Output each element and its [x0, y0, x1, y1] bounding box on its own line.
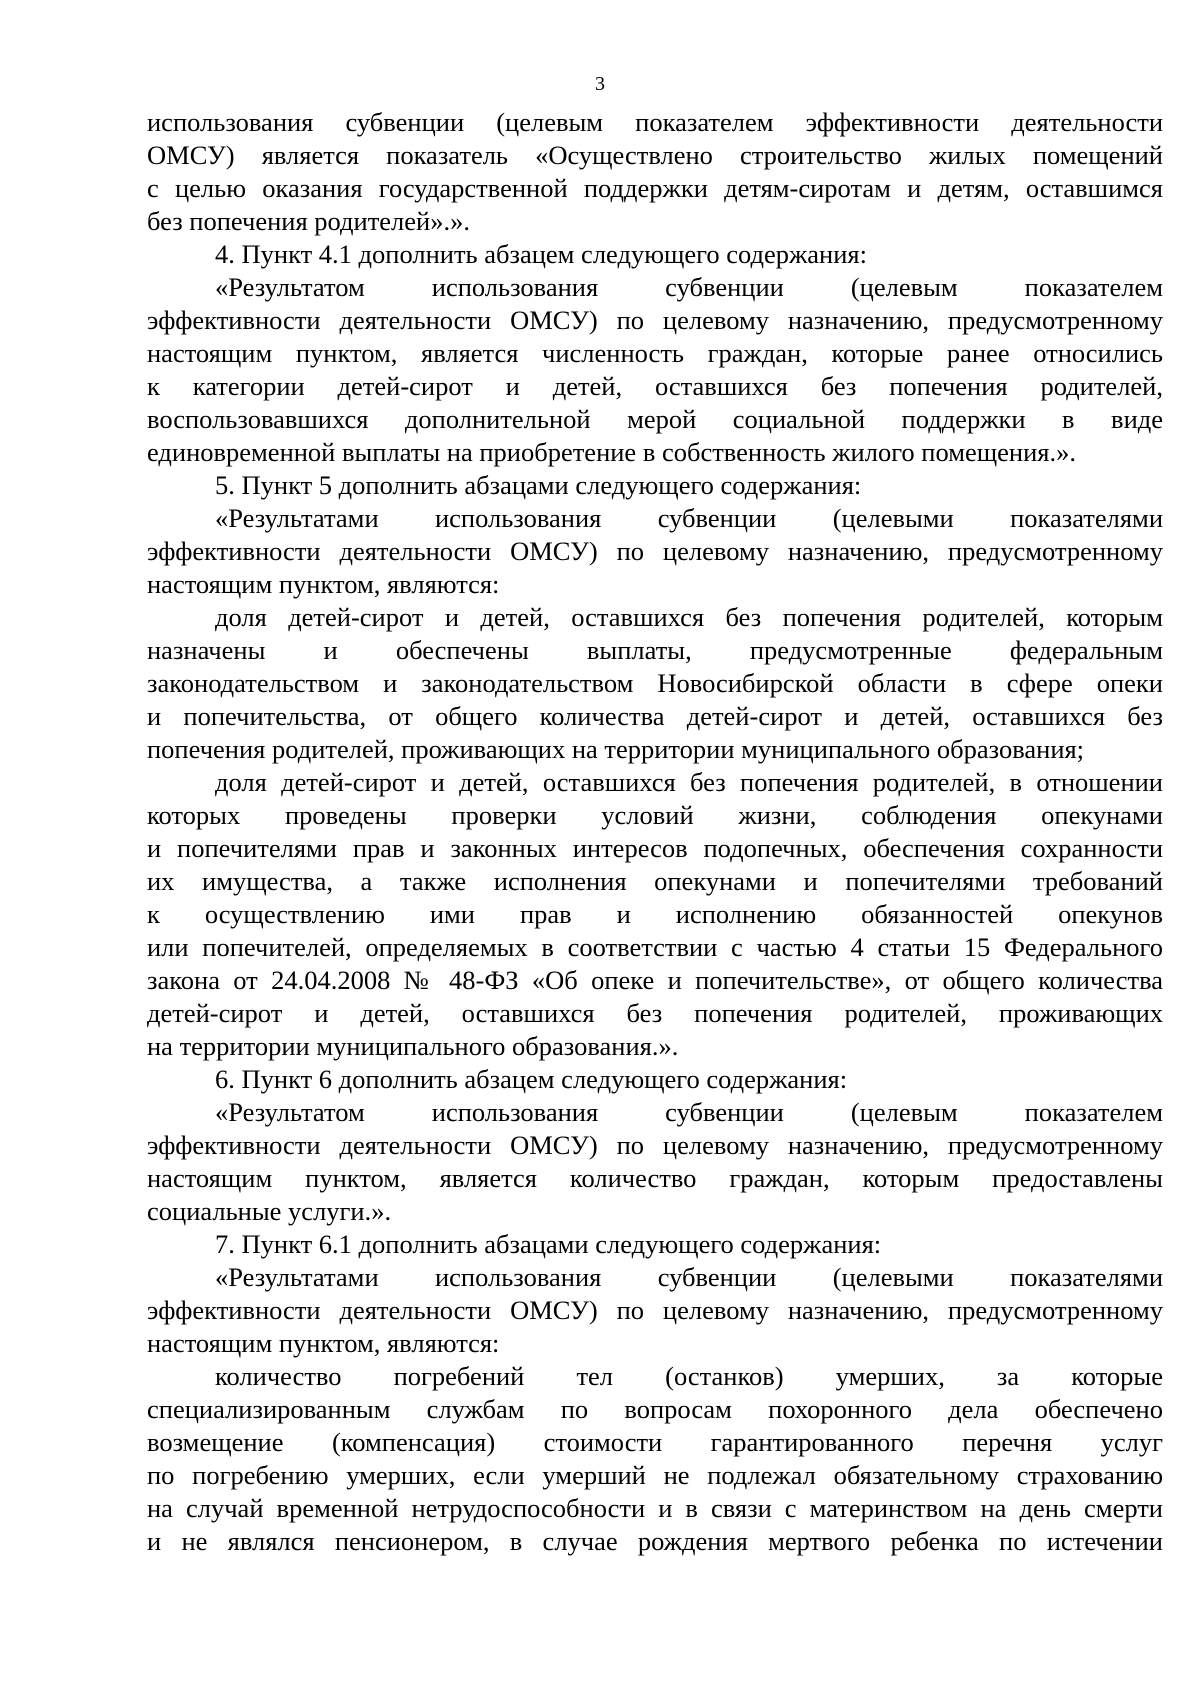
paragraph-first-line: 4. Пункт 4.1 дополнить абзацем следующего содержания: [215, 239, 867, 269]
text-line: на территории муниципального образования.». [147, 1031, 679, 1061]
paragraph-first-line: «Результатом использования субвенции (целевым показателем [215, 272, 1163, 302]
text-line: к осуществлению ими прав и исполнению обязанностей опекунов [147, 899, 1163, 929]
text-line: социальные услуги.». [147, 1196, 392, 1226]
text-line: специализированным службам по вопросам похоронного дела обеспечено [147, 1394, 1163, 1424]
text-line: закона от 24.04.2008 № 48-ФЗ «Об опеке и попечительстве», от общего количества [147, 965, 1163, 995]
text-line: настоящим пунктом, являются: [147, 569, 500, 599]
text-line: на случай временной нетрудоспособности и в связи с материнством на день смерти [147, 1493, 1163, 1523]
text-line: назначены и обеспечены выплаты, предусмотренные федеральным [147, 635, 1163, 665]
text-line: детей-сирот и детей, оставшихся без попечения родителей, проживающих [147, 998, 1163, 1028]
text-line: которых проведены проверки условий жизни, соблюдения опекунами [147, 800, 1163, 830]
paragraph-first-line: «Результатами использования субвенции (целевыми показателями [215, 1262, 1163, 1292]
paragraph-first-line: 6. Пункт 6 дополнить абзацем следующего содержания: [215, 1064, 848, 1094]
text-line: попечения родителей, проживающих на территории муниципального образования; [147, 734, 1085, 764]
text-line: эффективности деятельности ОМСУ) по целевому назначению, предусмотренному [147, 305, 1163, 335]
paragraph-first-line: доля детей-сирот и детей, оставшихся без попечения родителей, которым [215, 602, 1163, 632]
text-line: по погребению умерших, если умерший не подлежал обязательному страхованию [147, 1460, 1163, 1490]
text-line: или попечителей, определяемых в соответствии с частью 4 статьи 15 Федерального [147, 932, 1163, 962]
paragraph-first-line: «Результатами использования субвенции (целевыми показателями [215, 503, 1163, 533]
text-line: без попечения родителей».». [147, 206, 470, 236]
paragraph-first-line: доля детей-сирот и детей, оставшихся без попечения родителей, в отношении [215, 767, 1163, 797]
text-line: ОМСУ) является показатель «Осуществлено строительство жилых помещений [147, 140, 1163, 170]
text-line: к категории детей-сирот и детей, оставшихся без попечения родителей, [147, 371, 1163, 401]
text-line: эффективности деятельности ОМСУ) по целевому назначению, предусмотренному [147, 1130, 1163, 1160]
paragraph-first-line: 5. Пункт 5 дополнить абзацами следующего содержания: [215, 470, 862, 500]
text-line: и попечительства, от общего количества детей-сирот и детей, оставшихся без [147, 701, 1163, 731]
text-line: законодательством и законодательством Новосибирской области в сфере опеки [147, 668, 1163, 698]
paragraph-first-line: «Результатом использования субвенции (целевым показателем [215, 1097, 1163, 1127]
text-line: настоящим пунктом, является численность граждан, которые ранее относились [147, 338, 1163, 368]
document-body [147, 106, 1163, 1558]
text-line: их имущества, а также исполнения опекунами и попечителями требований [147, 866, 1163, 896]
text-line: эффективности деятельности ОМСУ) по целевому назначению, предусмотренному [147, 1295, 1163, 1325]
page-number: 3 [595, 73, 605, 95]
text-line: с целью оказания государственной поддержки детям-сиротам и детям, оставшимся [147, 173, 1163, 203]
text-line: настоящим пунктом, являются: [147, 1328, 500, 1358]
text-line: воспользовавшихся дополнительной мерой социальной поддержки в виде [147, 404, 1163, 434]
text-line: и попечителями прав и законных интересов подопечных, обеспечения сохранности [147, 833, 1163, 863]
text-line: единовременной выплаты на приобретение в собственность жилого помещения.». [147, 437, 1076, 467]
text-line: и не являлся пенсионером, в случае рождения мертвого ребенка по истечении [147, 1526, 1163, 1556]
text-line: использования субвенции (целевым показателем эффективности деятельности [147, 107, 1163, 137]
text-line: эффективности деятельности ОМСУ) по целевому назначению, предусмотренному [147, 536, 1163, 566]
paragraph-first-line: количество погребений тел (останков) умерших, за которые [215, 1361, 1163, 1391]
text-line: возмещение (компенсация) стоимости гарантированного перечня услуг [147, 1427, 1163, 1457]
paragraph-first-line: 7. Пункт 6.1 дополнить абзацами следующего содержания: [215, 1229, 882, 1259]
text-line: настоящим пунктом, является количество граждан, которым предоставлены [147, 1163, 1163, 1193]
